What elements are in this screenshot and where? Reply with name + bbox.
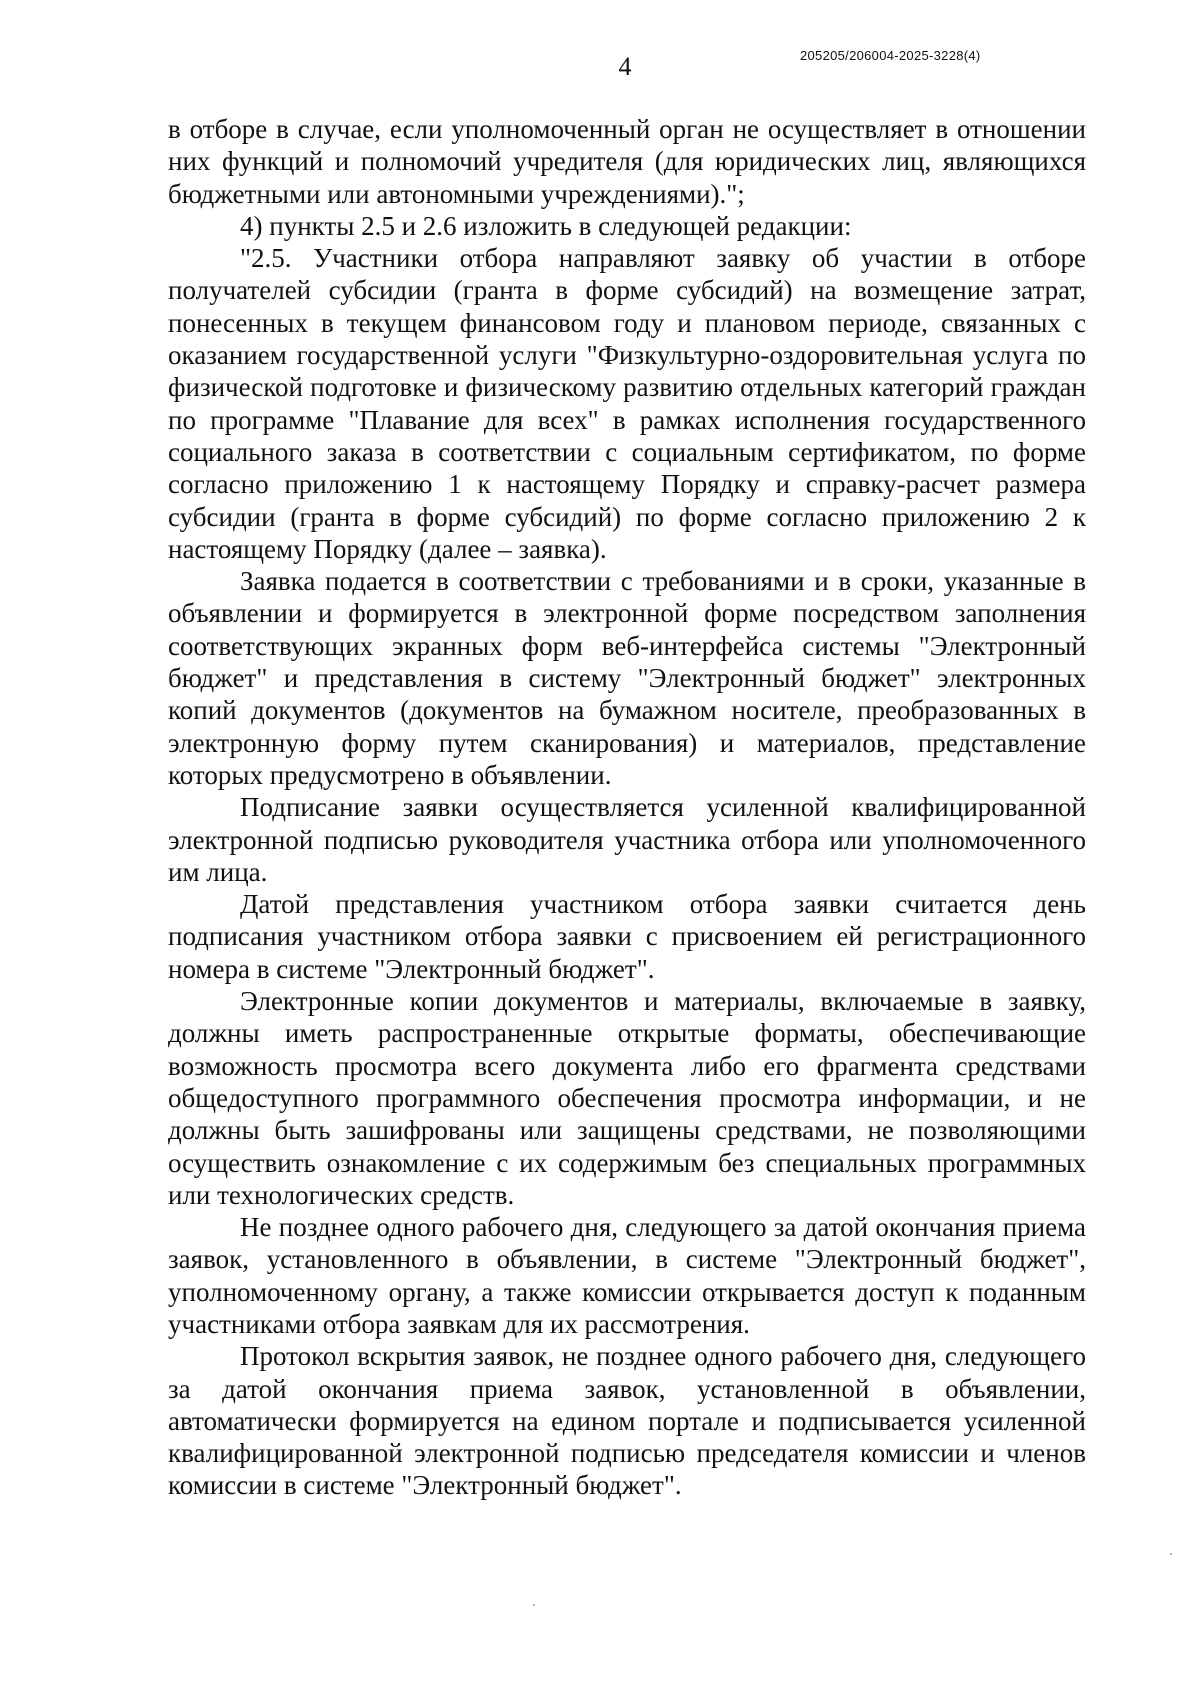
scan-speck — [1170, 1553, 1172, 1555]
document-body — [168, 113, 1086, 1502]
paragraph-electronic-copies: Электронные копии документов и материалы, включаемые в заявку, должны иметь распространенные открытые форматы, обеспечивающие возможность просмотра всего документа либо его фрагмента средствами общедоступного программного обеспечения просмотра информации, и не должны быть зашифрованы или защищены средствами, не позволяющими осуществить ознакомление с их содержимым без специальных программных или технологических средств. — [168, 986, 1086, 1210]
paragraph-clause-2-5: "2.5. Участники отбора направляют заявку об участии в отборе получателей субсидии (гранта в форме субсидий) на возмещение затрат, понесенных в текущем финансовом году и плановом периоде, связанных с оказанием государственной услуги "Физкультурно-оздоровительная услуга по физической подготовке и физическому развитию отдельных категорий граждан по программе "Плавание для всех" в рамках исполнения государственного социального заказа в соответствии с социальным сертификатом, по форме согласно приложению 1 к настоящему Порядку и справку-расчет размера субсидии (гранта в форме субсидий) по форме согласно приложению 2 к настоящему Порядку (далее – заявка). — [168, 243, 1086, 564]
paragraph-application-signing: Подписание заявки осуществляется усиленной квалифицированной электронной подписью руководителя участника отбора или уполномоченного им лица. — [168, 792, 1086, 887]
paragraph-application-submission: Заявка подается в соответствии с требованиями и в сроки, указанные в объявлении и формируется в электронной форме посредством заполнения соответствующих экранных форм веб-интерфейса системы "Электронный бюджет" и представления в систему "Электронный бюджет" электронных копий документов (документов на бумажном носителе, преобразованных в электронную форму путем сканирования) и материалов, представление которых предусмотрено в объявлении. — [168, 566, 1086, 790]
paragraph-continuation: в отборе в случае, если уполномоченный орган не осуществляет в отношении них функций и полномочий учредителя (для юридических лиц, являющихся бюджетными или автономными учреждениями)."; — [168, 114, 1086, 209]
paragraph-item-4: 4) пункты 2.5 и 2.6 изложить в следующей редакции: — [240, 210, 852, 241]
paragraph-access-to-applications: Не позднее одного рабочего дня, следующего за датой окончания приема заявок, установленного в объявлении, в системе "Электронный бюджет", уполномоченному органу, а также комиссии открывается доступ к поданным участниками отбора заявкам для их рассмотрения. — [168, 1212, 1086, 1339]
scan-speck — [533, 1604, 535, 1606]
document-id: 205205/206004-2025-3228(4) — [800, 48, 981, 63]
page-number: 4 — [618, 52, 632, 81]
paragraph-submission-date: Датой представления участником отбора заявки считается день подписания участником отбора заявки с присвоением ей регистрационного номера в системе "Электронный бюджет". — [168, 889, 1086, 984]
paragraph-opening-protocol: Протокол вскрытия заявок, не позднее одного рабочего дня, следующего за датой окончания приема заявок, установленной в объявлении, автоматически формируется на едином портале и подписывается усиленной квалифицированной электронной подписью председателя комиссии и членов комиссии в системе "Электронный бюджет". — [168, 1341, 1086, 1501]
